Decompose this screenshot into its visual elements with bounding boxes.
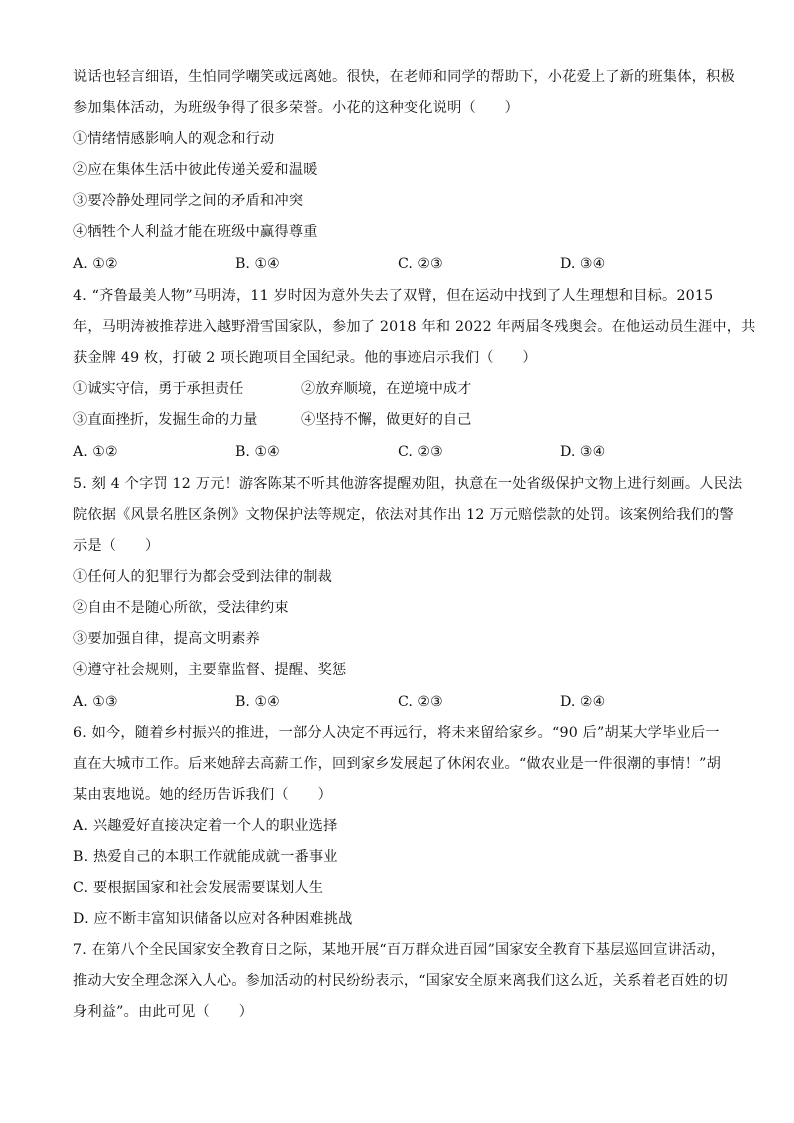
q5-stem-line-3: 示是（ ） — [73, 538, 160, 554]
q4-options — [73, 441, 724, 463]
q6-stem-line-2: 直在大城市工作。后来她辞去高薪工作，回到家乡发展起了休闲农业。“做农业是一件很潮的事情！”胡 — [73, 756, 721, 772]
q4-option-b[interactable]: B. ①④ — [235, 444, 280, 460]
q4-statements-row-1 — [73, 378, 724, 400]
q6-stem-line-3: 某由衷地说。她的经历告诉我们（ ） — [73, 787, 332, 803]
q4-stem-line-1: 4. “齐鲁最美人物”马明涛，11 岁时因为意外失去了双臂，但在运动中找到了人生理想和目标。2015 — [73, 288, 714, 304]
q4-stem-line-2: 年，马明涛被推荐进入越野滑雪国家队，参加了 2018 年和 2022 年两届冬残奥会。在他运动员生涯中，共 — [73, 319, 756, 335]
q5-statement-2: ②自由不是随心所欲，受法律约束 — [73, 600, 289, 616]
q6-stem-line-1: 6. 如今，随着乡村振兴的推进，一部分人决定不再远行，将未来留给家乡。“90 后”胡某大学毕业后一 — [73, 725, 720, 741]
q4-statement-2: ②放弃顺境，在逆境中成才 — [301, 381, 472, 397]
q3-statement-1: ①情绪情感影响人的观念和行动 — [73, 131, 275, 147]
q5-option-a[interactable]: A. ①③ — [73, 694, 118, 710]
q5-statement-3: ③要加强自律，提高文明素养 — [73, 631, 261, 647]
q5-stem-line-1: 5. 刻 4 个字罚 12 万元！游客陈某不听其他游客提醒劝阻，执意在一处省级保护文物上进行刻画。人民法 — [73, 476, 743, 492]
q4-option-c[interactable]: C. ②③ — [398, 444, 443, 460]
q7-stem-line-3: 身利益”。由此可见（ ） — [73, 1004, 254, 1020]
q3-options — [73, 253, 724, 275]
q4-option-d[interactable]: D. ③④ — [560, 444, 606, 460]
q3-statement-2: ②应在集体生活中彼此传递关爱和温暖 — [73, 162, 318, 178]
q5-stem-line-2: 院依据《风景名胜区条例》文物保护法等规定，依法对其作出 12 万元赔偿款的处罚。该案例给我们的警 — [73, 507, 734, 523]
q6-option-b[interactable]: B. 热爱自己的本职工作就能成就一番事业 — [73, 849, 338, 865]
q5-statement-1: ①任何人的犯罪行为都会受到法律的制裁 — [73, 569, 332, 585]
q5-option-c[interactable]: C. ②③ — [398, 694, 443, 710]
q5-statement-4: ④遵守社会规则，主要靠监督、提醒、奖惩 — [73, 662, 347, 678]
q6-option-c[interactable]: C. 要根据国家和社会发展需要谋划人生 — [73, 880, 324, 896]
q6-option-d[interactable]: D. 应不断丰富知识储备以应对各种困难挑战 — [73, 911, 353, 927]
q3-statement-3: ③要冷静处理同学之间的矛盾和冲突 — [73, 193, 304, 209]
q4-statements-row-2 — [73, 409, 724, 431]
q4-statement-4: ④坚持不懈，做更好的自己 — [301, 412, 472, 428]
q3-stem-line-2: 参加集体活动，为班级争得了很多荣誉。小花的这种变化说明（ ） — [73, 100, 520, 116]
q3-statement-4: ④牺牲个人利益才能在班级中赢得尊重 — [73, 224, 318, 240]
q5-option-b[interactable]: B. ①④ — [235, 694, 280, 710]
q6-option-a[interactable]: A. 兴趣爱好直接决定着一个人的职业选择 — [73, 818, 338, 834]
q4-statement-3: ③直面挫折，发掘生命的力量 — [73, 412, 258, 428]
q3-option-d[interactable]: D. ③④ — [560, 256, 606, 272]
q7-stem-line-2: 推动大安全理念深入人心。参加活动的村民纷纷表示，“国家安全原来离我们这么近，关系着老百姓的切 — [73, 973, 728, 989]
q3-option-a[interactable]: A. ①② — [73, 256, 118, 272]
q4-stem-line-3: 获金牌 49 枚，打破 2 项长跑项目全国纪录。他的事迹启示我们（ ） — [73, 350, 537, 366]
q3-option-c[interactable]: C. ②③ — [398, 256, 443, 272]
q4-option-a[interactable]: A. ①② — [73, 444, 118, 460]
q5-option-d[interactable]: D. ②④ — [560, 694, 606, 710]
q3-stem-line-1: 说话也轻言细语，生怕同学嘲笑或远离她。很快，在老师和同学的帮助下，小花爱上了新的班集体，积极 — [73, 69, 735, 85]
q5-options — [73, 691, 724, 713]
q7-stem-line-1: 7. 在第八个全民国家安全教育日之际，某地开展“百万群众进百园”国家安全教育下基层巡回宣讲活动， — [73, 942, 726, 958]
q4-statement-1: ①诚实守信，勇于承担责任 — [73, 381, 244, 397]
q3-option-b[interactable]: B. ①④ — [235, 256, 280, 272]
